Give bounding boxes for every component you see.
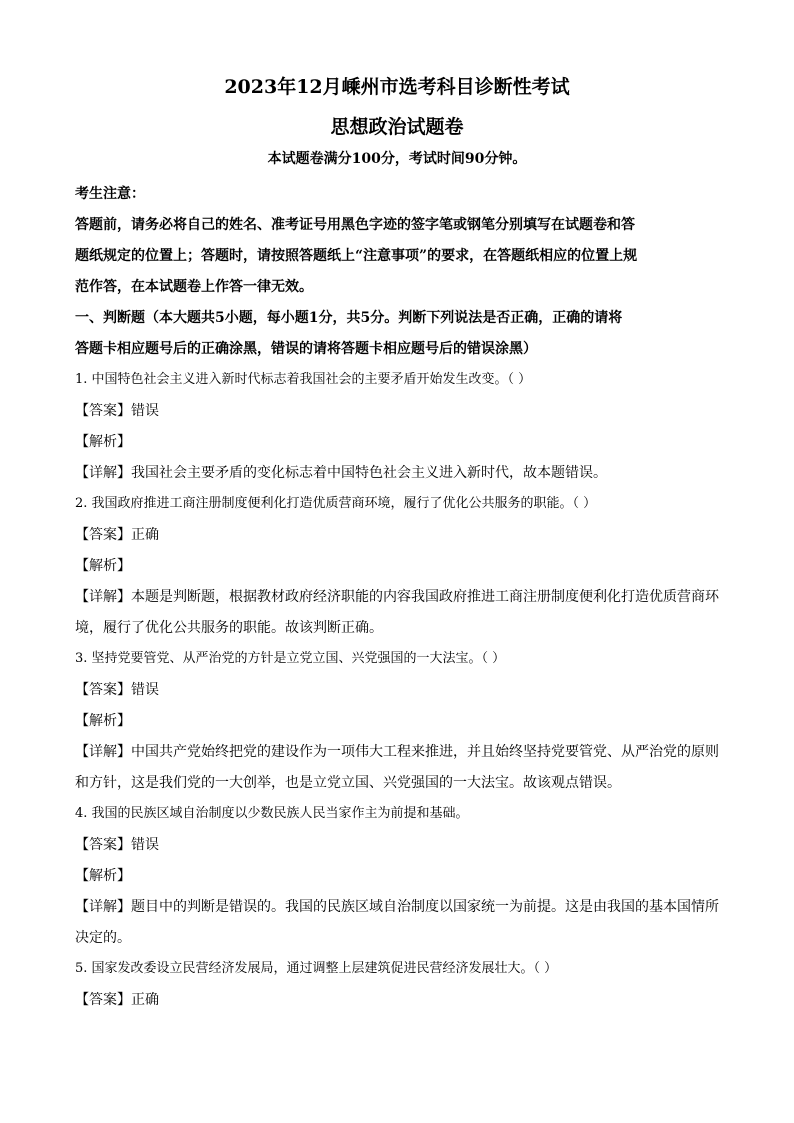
analysis-label: 【解析】	[75, 434, 131, 450]
question-stem: 4. 我国的民族区域自治制度以少数民族人民当家作主为前提和基础。	[75, 806, 469, 821]
exam-info: 本试题卷满分100分，考试时间90分钟。	[267, 151, 527, 167]
detail-line: 和方针，这是我们党的一大创举，也是立党立国、兴党强国的一大法宝。故该观点错误。	[75, 775, 621, 791]
answer-line: 【答案】错误	[75, 837, 159, 853]
answer-line: 【答案】正确	[75, 527, 159, 543]
answer-line: 【答案】错误	[75, 682, 159, 698]
question-stem: 2. 我国政府推进工商注册制度便利化打造优质营商环境，履行了优化公共服务的职能。（ ）	[75, 496, 597, 511]
detail-line: 【详解】我国社会主要矛盾的变化标志着中国特色社会主义进入新时代，故本题错误。	[75, 465, 607, 481]
analysis-label: 【解析】	[75, 868, 131, 884]
answer-line: 【答案】正确	[75, 992, 159, 1008]
analysis-label: 【解析】	[75, 713, 131, 729]
question-stem: 3. 坚持党要管党、从严治党的方针是立党立国、兴党强国的一大法宝。（ ）	[75, 651, 506, 666]
question-stem: 5. 国家发改委设立民营经济发展局，通过调整上层建筑促进民营经济发展壮大。（ ）	[75, 961, 558, 976]
detail-line: 【详解】题目中的判断是错误的。我国的民族区域自治制度以国家统一为前提。这是由我国的基本国情所	[75, 899, 719, 915]
notice-line: 题纸规定的位置上；答题时，请按照答题纸上“注意事项”的要求，在答题纸相应的位置上规	[75, 248, 638, 264]
analysis-label: 【解析】	[75, 558, 131, 574]
detail-line: 境，履行了优化公共服务的职能。故该判断正确。	[75, 620, 383, 636]
notice-line: 范作答，在本试题卷上作答一律无效。	[75, 279, 313, 295]
detail-line: 决定的。	[75, 930, 131, 946]
exam-subtitle: 思想政治试题卷	[330, 116, 464, 138]
exam-title: 2023年12月嵊州市选考科目诊断性考试	[224, 76, 570, 98]
section-heading: 答题卡相应题号后的正确涂黑，错误的请将答题卡相应题号后的错误涂黑）	[75, 341, 537, 357]
section-heading: 一、判断题（本大题共5小题，每小题1分，共5分。判断下列说法是否正确，正确的请将	[75, 310, 623, 326]
answer-line: 【答案】错误	[75, 403, 159, 419]
notice-label: 考生注意：	[75, 186, 145, 202]
notice-line: 答题前，请务必将自己的姓名、准考证号用黑色字迹的签字笔或钢笔分别填写在试题卷和答	[75, 217, 635, 233]
detail-line: 【详解】中国共产党始终把党的建设作为一项伟大工程来推进，并且始终坚持党要管党、从严治党的原则	[75, 744, 719, 760]
question-stem: 1. 中国特色社会主义进入新时代标志着我国社会的主要矛盾开始发生改变。（ ）	[75, 372, 532, 387]
detail-line: 【详解】本题是判断题，根据教材政府经济职能的内容我国政府推进工商注册制度便利化打造优质营商环	[75, 589, 719, 605]
